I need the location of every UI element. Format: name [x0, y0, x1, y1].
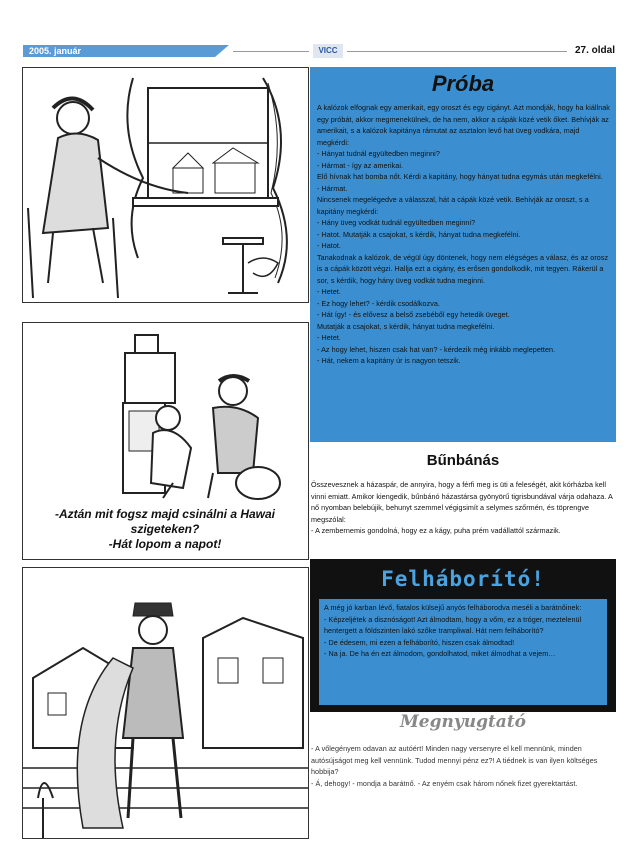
- story-line: Összevesznek a házaspár, de annyira, hogy a férfi meg is üti a feleségét, akit kórházba kell vinni emiatt. Amikor kiengedik, bűnbánó házastársa gyönyörű tigrisbundával várja odahaza. A nő nyomban belebújik, behunyt szemmel végigsimít a selymes szőrmén, és töprengve megszólal:: [311, 480, 613, 524]
- story-line: A kalózok elfognak egy amerikait, egy oroszt és egy cigányt. Azt mondják, hogy ha kiállnak egy próbát, akkor megmenekülnek, de ha nem, akkor a cápák közé vetik őket. Behívják az amerikait, s a kalózok kapitánya rámutat az asztalon levő hat üveg vodkára, majd megkérdi:: [317, 103, 610, 147]
- story-line: - A zembernemis gondolná, hogy ez a kágy, puha prém vadállattól származik.: [311, 526, 561, 535]
- story-line: Tanakodnak a kalózok, de végül úgy döntenek, hogy nem elégséges a válasz, és az orosz is a cápák között végzi. Hallja ezt a cigány, és erősen gondolkodik, mit tegyen. Rákerül a sor, s kérdik, hogy hány üveg vodkát tudna meginni.: [317, 252, 609, 285]
- story-line: - Hármat - így az amerikai.: [317, 160, 404, 170]
- story-line: - Hetet.: [317, 333, 341, 342]
- story-felhaborito-text: [324, 602, 603, 660]
- cartoon-woman-window-drawing: [23, 68, 308, 302]
- header-divider-left: [233, 51, 309, 52]
- story-felhaborito-panel: [319, 599, 607, 705]
- story-line: - Hatot.: [317, 241, 341, 250]
- story-line: - Az hogy lehet, hiszen csak hat van? - kérdezik még inkább meglepetten.: [317, 344, 556, 354]
- story-line: A még jó karban lévő, fiatalos külsejű anyós felháborodva meséli a barátnőinek:: [324, 603, 582, 612]
- page-header: [23, 45, 615, 57]
- header-divider-right: [347, 51, 567, 52]
- story-bunbanas-text: [311, 479, 615, 537]
- cartoon-woman-window: [22, 67, 309, 303]
- story-line: - De édesem, mi ezen a felháborító, hiszen csak álmodtad!: [324, 637, 515, 647]
- story-line: Mutatják a csajokat, s kérdik, hányat tudna megkefélni.: [317, 321, 495, 331]
- cartoon-caption-line3: -Hát lopom a napot!: [108, 537, 222, 551]
- cartoon-caption-line1: -Aztán mit fogsz majd csinálni a Hawai: [54, 507, 276, 521]
- story-proba-box: [310, 67, 616, 442]
- story-megnyugtato-title: Megnyugtató: [399, 712, 527, 732]
- story-line: - Képzeljétek a disznóságot! Azt álmodtam, hogy a vőm, ez a tróger, meztelenül hentergett a földszinten lakó szőke trampliwal. Hát nem felháborító?: [324, 614, 582, 635]
- story-line: - Á, dehogy! - mondja a barátnő. - Az enyém csak három nőnek fizet gyerektartást.: [311, 778, 578, 788]
- page-number: 27. oldal: [574, 45, 615, 56]
- story-line: - A vőlegényem odavan az autóért! Minden nagy versenyre el kell mennünk, minden autósújságot meg kell vennünk. Tudod mennyi pénz ez?! A tiédnek is van ilyen költséges hobbija?: [311, 744, 598, 776]
- cartoon-caption-line2: szigeteken?: [130, 522, 200, 536]
- story-bunbanas-title: Bűnbánás: [426, 452, 500, 469]
- story-proba-text: [317, 102, 611, 367]
- story-line: Elő hívnak hat bomba nőt. Kérdi a kapitány, hogy hányat tudna egymás után megkefélni.: [317, 172, 603, 181]
- cartoon-thieves: [22, 322, 309, 560]
- story-line: - Na ja. De ha én ezt álmodom, gondolhatod, miket álmodhat a vejem…: [324, 649, 556, 658]
- story-line: - Hármat.: [317, 183, 348, 193]
- magazine-logo: VICC: [313, 44, 343, 58]
- story-line: - Hatot. Mutatják a csajokat, s kérdik, hányat tudna megkefélni.: [317, 229, 521, 239]
- cartoon-thieves-drawing: [23, 323, 308, 559]
- story-line: - Hány üveg vodkát tudnál együltedben meginni?: [317, 218, 476, 227]
- story-megnyugtato-text: [311, 743, 615, 789]
- cartoon-policeman-drawing: [23, 568, 308, 838]
- story-proba-title: Próba: [431, 71, 495, 96]
- story-line: - Hetet.: [317, 287, 341, 296]
- story-line: Nincsenek megelégedve a válasszal, hát a cápák közé vetik. Behívják az oroszt, s a kapitány megkérdi:: [317, 195, 589, 216]
- story-felhaborito-box: [310, 559, 616, 712]
- story-felhaborito-title: Felháborító!: [381, 567, 545, 591]
- cartoon-policeman: [22, 567, 309, 839]
- story-line: - Ez hogy lehet? - kérdik csodálkozva.: [317, 298, 440, 308]
- story-line: - Hányat tudnál együltedben meginni?: [317, 149, 440, 158]
- story-line: - Hát így! - és elővesz a belső zsebéből egy hetedik üveget.: [317, 310, 510, 319]
- issue-date: 2005. január: [23, 45, 215, 57]
- story-line: - Hát, nekem a kapitány úr is nagyon tetszik.: [317, 356, 461, 365]
